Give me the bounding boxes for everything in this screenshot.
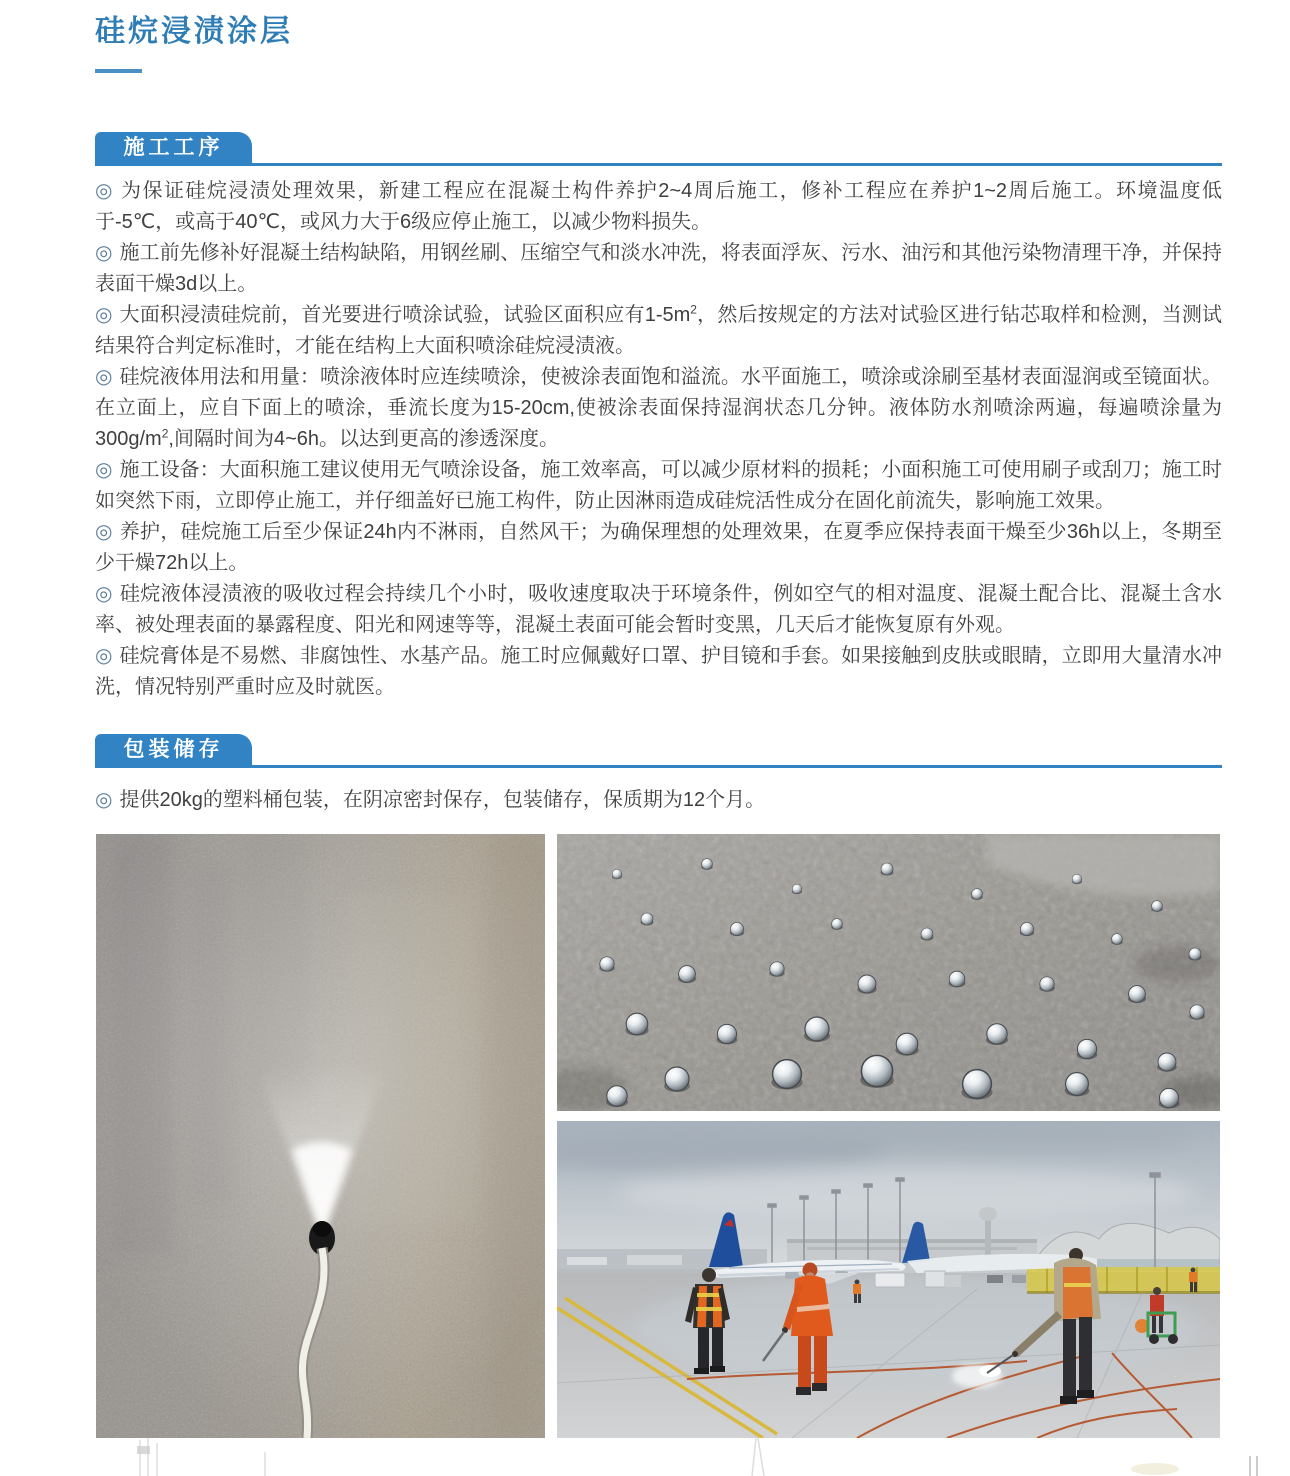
section-badge-packaging: 包装储存 (95, 734, 252, 765)
faint-yellow-smudge (1131, 1463, 1179, 1475)
bullet-icon: ◎ (95, 180, 114, 202)
photo-grid (96, 834, 1220, 1438)
paragraph-text: 施工设备：大面积施工建议使用无气喷涂设备，施工效率高，可以减少原材料的损耗；小面积施工可使用刷子或刮刀；施工时如突然下雨，立即停止施工，并仔细盖好已施工构件，防止因淋雨造成硅烷活性成分在固化前流失，影响施工效果。 (95, 459, 1222, 512)
paragraph-text: 硅烷液体浸渍液的吸收过程会持续几个小时，吸收速度取决于环境条件，例如空气的相对温度、混凝土配合比、混凝土含水率、被处理表面的暴露程度、阳光和网速等等，混凝土表面可能会暂时变黑，几天后才能恢复原有外观。 (95, 583, 1223, 636)
bullet-icon: ◎ (95, 789, 113, 811)
bullet-icon: ◎ (95, 366, 113, 388)
packaging-item (95, 785, 1222, 816)
bullet-icon: ◎ (95, 459, 113, 481)
bullet-icon: ◎ (95, 521, 113, 543)
spray-wall-illustration (96, 834, 545, 1438)
paragraph-text: 大面积浸渍硅烷前，首光要进行喷涂试验，试验区面积应有1-5m (119, 304, 691, 326)
procedure-item (95, 176, 1222, 238)
page-title: 硅烷浸渍涂层 (95, 15, 293, 48)
page-bottom-faint-marks (0, 1438, 1290, 1476)
paragraph-text: 硅烷膏体是不易燃、非腐蚀性、水基产品。施工时应佩戴好口罩、护目镜和手套。如果接触到皮肤或眼睛，立即用大量清水冲洗，情况特别严重时应及时就医。 (95, 645, 1222, 698)
paragraph-text: ,间隔时间为4~6h。以达到更高的渗透深度。 (168, 428, 560, 450)
bullet-icon: ◎ (95, 583, 113, 605)
procedure-item (95, 641, 1222, 703)
faint-flag-mark (137, 1446, 150, 1454)
superscript: 2 (690, 302, 697, 317)
paragraph-text: 提供20kg的塑料桶包装，在阴凉密封保存，包装储存，保质期为12个月。 (119, 789, 766, 811)
section-badge-construction: 施工工序 (95, 132, 252, 163)
section-header-packaging (95, 734, 1222, 768)
section-header-construction (95, 132, 1222, 166)
photo-airport-spraying (557, 1121, 1220, 1438)
photo-water-beads (557, 834, 1220, 1111)
page-content (95, 0, 1222, 816)
superscript: 2 (161, 426, 169, 441)
water-beads-illustration (557, 834, 1220, 1111)
photo-spray-wall (96, 834, 545, 1438)
faint-marks-illustration (0, 1438, 1290, 1476)
paragraph-text: ，然后按规定的方法对试验区进行钻芯取样和检测，当测试结果符合判定标准时，才能在结构上大面积喷涂硅烷浸渍液。 (95, 304, 1223, 357)
paragraph-text: 养护，硅烷施工后至少保证24h内不淋雨，自然风干；为确保理想的处理效果，在夏季应保持表面干燥至少36h以上，冬期至少干燥72h以上。 (95, 521, 1222, 574)
bullet-icon: ◎ (95, 304, 113, 326)
title-underline-dash (95, 69, 142, 73)
paragraph-text: 施工前先修补好混凝土结构缺陷，用钢丝刷、压缩空气和淡水冲洗，将表面浮灰、污水、油污和其他污染物清理干净，并保持表面干燥3d以上。 (95, 242, 1222, 295)
procedure-item (95, 517, 1222, 579)
construction-paragraphs (95, 176, 1222, 703)
procedure-item (95, 238, 1222, 300)
paragraph-text: 为保证硅烷浸渍处理效果，新建工程应在混凝土构件养护2~4周后施工，修补工程应在养护1~2周后施工。环境温度低于-5℃，或高于40℃，或风力大于6级应停止施工，以减少物料损失。 (95, 180, 1222, 233)
procedure-item (95, 362, 1222, 455)
control-tower (985, 1217, 991, 1259)
procedure-item (95, 300, 1222, 362)
paragraph-text: 硅烷液体用法和用量：喷涂液体时应连续喷涂，使被涂表面饱和溢流。水平面施工，喷涂或涂刷至基材表面湿润或至镜面状。在立面上，应自下面上的喷涂，垂流长度为15-20cm,使被涂表面保持湿润状态几分钟。液体防水剂喷涂两遍，每遍喷涂量为300g/m (95, 366, 1222, 450)
bullet-icon: ◎ (95, 645, 113, 667)
airport-illustration (557, 1121, 1220, 1438)
procedure-item (95, 579, 1222, 641)
bullet-icon: ◎ (95, 242, 113, 264)
procedure-item (95, 455, 1222, 517)
